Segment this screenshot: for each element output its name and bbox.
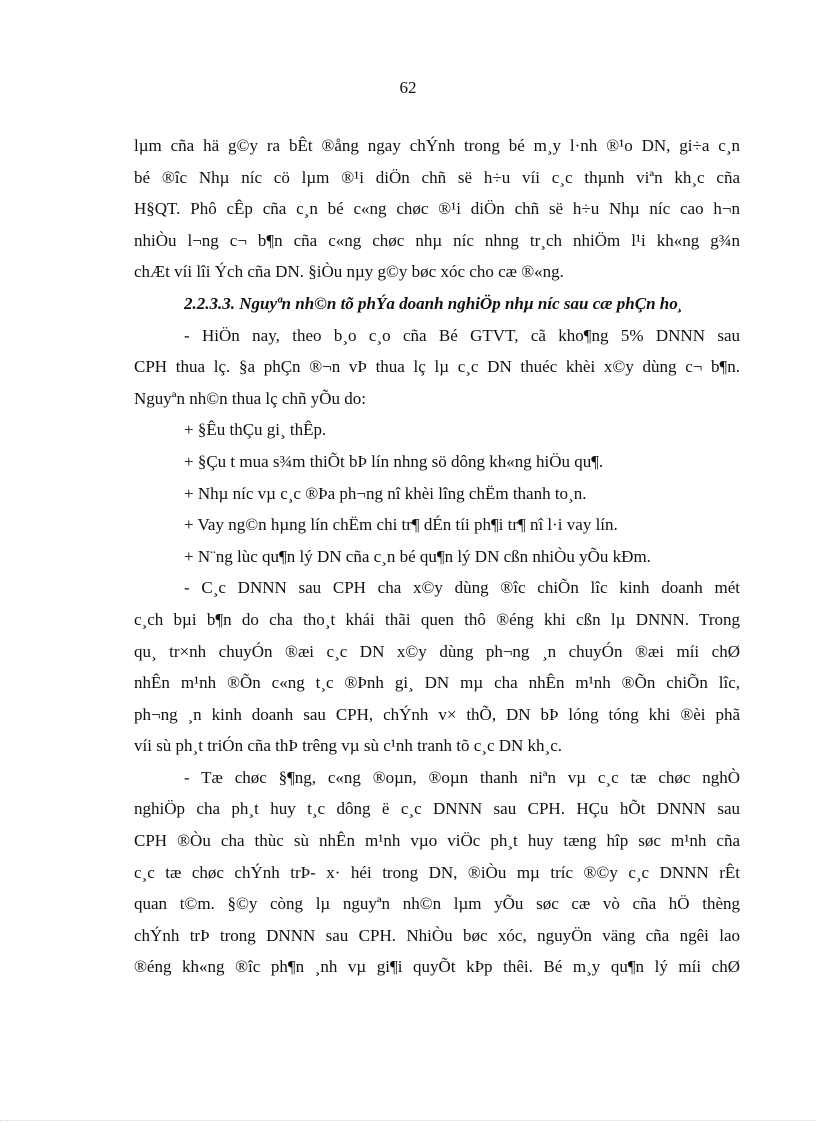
page-number: 62: [399, 78, 417, 97]
text-line: - C¸c DNNN sau CPH cha x©y dùng ®îc chiÕn lîc kinh doanh mét: [184, 578, 740, 598]
text-line: qu¸ tr×nh chuyÓn ®æi c¸c DN x©y dùng ph¬ng ¸n chuyÓn ®æi míi chØ: [134, 641, 740, 661]
text-line: chÆt víi lîi Ých cña DN. §iÒu nµy g©y bøc xóc cho cæ ®«ng.: [134, 262, 564, 282]
page-bottom-divider: [0, 1120, 816, 1121]
text-line: ®éng kh«ng ®îc ph¶n ¸nh vµ gi¶i quyÕt kÞp thêi. Bé m¸y qu¶n lý míi chØ: [134, 957, 740, 977]
text-line: nhÊn m¹nh ®Õn c«ng t¸c ®Þnh gi¸ DN mµ cha nhÊn m¹nh ®Õn chiÕn lîc,: [134, 673, 740, 693]
text-line: ph¬ng ¸n kinh doanh sau CPH, chÝnh v× thÕ, DN bÞ lóng tóng khi ®èi phã: [134, 704, 740, 724]
text-line: CPH ®Òu cha thùc sù nhÊn m¹nh vµo viÖc ph¸t huy tæng hîp søc m¹nh cña: [134, 831, 740, 851]
text-line: lµm cña hä g©y ra bÊt ®ång ngay chÝnh trong bé m¸y l·nh ®¹o DN, gi÷a c¸n: [134, 136, 740, 155]
text-line: - HiÖn nay, theo b¸o c¸o cña Bé GTVT, cã kho¶ng 5% DNNN sau: [184, 325, 740, 345]
section-heading: 2.2.3.3. Nguyªn nh©n tõ phÝa doanh nghiÖp nhµ níc sau cæ phÇn ho¸: [184, 293, 684, 313]
text-line: víi sù ph¸t triÓn cña thÞ trêng vµ sù c¹nh tranh tõ c¸c DN kh¸c.: [134, 736, 562, 756]
text-line: c¸ch bµi b¶n do cha tho¸t khái thãi quen thô ®éng khi cßn lµ DNNN. Trong: [134, 609, 740, 629]
list-item: + N¨ng lùc qu¶n lý DN cña c¸n bé qu¶n lý DN cßn nhiÒu yÕu kÐm.: [184, 546, 651, 566]
list-item: + Vay ng©n hµng lín chËm chi tr¶ dÉn tíi ph¶i tr¶ nî l·i vay lín.: [184, 515, 618, 535]
text-line: Nguyªn nh©n thua lç chñ yÕu do:: [134, 388, 366, 408]
text-line: nghiÖp cha ph¸t huy t¸c dông ë c¸c DNNN sau CPH. HÇu hÕt DNNN sau: [134, 799, 740, 819]
document-body: [134, 130, 740, 983]
text-line: bé ®îc Nhµ níc cö lµm ®¹i diÖn chñ së h÷u víi c¸c thµnh viªn kh¸c cña: [134, 167, 740, 187]
text-line: - Tæ chøc §¶ng, c«ng ®oµn, ®oµn thanh niªn vµ c¸c tæ chøc nghÒ: [184, 767, 740, 787]
list-item: + §Çu t mua s¾m thiÕt bÞ lín nhng sö dông kh«ng hiÖu qu¶.: [184, 451, 604, 471]
text-line: nhiÒu l¬ng c¬ b¶n cña c«ng chøc nhµ níc nhng tr¸ch nhiÖm l¹i kh«ng g¾n: [134, 230, 740, 250]
list-item: + §Êu thÇu gi¸ thÊp.: [184, 420, 327, 440]
list-item: + Nhµ níc vµ c¸c ®Þa ph¬ng nî khèi lîng chËm thanh to¸n.: [184, 483, 587, 503]
text-line: CPH thua lç. §a phÇn ®¬n vÞ thua lç lµ c¸c DN thuéc khèi x©y dùng c¬ b¶n.: [134, 357, 740, 377]
text-line: c¸c tæ chøc chÝnh trÞ- x· héi trong DN, ®iÒu mµ tríc ®©y c¸c DNNN rÊt: [134, 862, 740, 882]
text-line: quan t©m. §©y còng lµ nguyªn nh©n lµm yÕu søc cæ vò cña hÖ thèng: [134, 894, 740, 914]
text-line: chÝnh trÞ trong DNNN sau CPH. NhiÒu bøc xóc, nguyÖn väng cña ngêi lao: [134, 925, 740, 945]
text-line: H§QT. Phô cÊp cña c¸n bé c«ng chøc ®¹i diÖn chñ së h÷u Nhµ níc cao h¬n: [134, 199, 740, 219]
